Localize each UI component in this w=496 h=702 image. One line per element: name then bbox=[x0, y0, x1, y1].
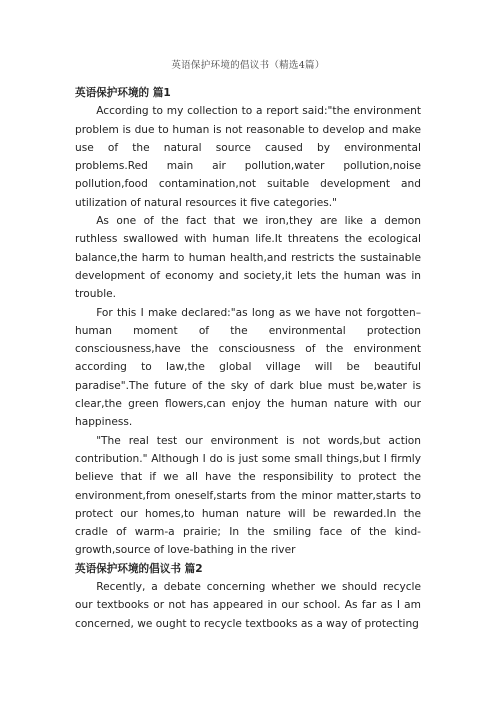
document-title: 英语保护环境的倡议书（精选4篇） bbox=[171, 60, 325, 71]
paragraph: As one of the fact that we iron,they are like a demon ruthless swallowed with human life.It threatens the ecological balance,the harm to human health,and restricts the sustainable development of economy and society,it lets the human was in trouble. bbox=[75, 215, 421, 301]
section-1 bbox=[75, 84, 421, 560]
paragraph: Recently, a debate concerning whether we should recycle our textbooks or not has appeared in our school. As far as I am concerned, we ought to recycle textbooks as a way of protecting bbox=[75, 581, 421, 630]
document-body bbox=[75, 84, 421, 633]
paragraph: For this I make declared:"as long as we have not forgotten– human moment of the environmental protection consciousness,have the consciousness of the environment according to law,the global village will be beautiful paradise".The future of the sky of dark blue must be,water is clear,the green flowers,can enjoy the human nature with our happiness. bbox=[75, 306, 421, 429]
section-heading: 英语保护环境的倡议书 篇2 bbox=[75, 562, 203, 575]
paragraph: "The real test our environment is not words,but action contribution." Although I do is just some small things,but I firmly believe that if we all have the responsibility to protect the environment,from oneself,starts from the minor matter,starts to protect our homes,to human nature will be rewarded.In the cradle of warm-a prairie; In the smiling face of the kind-growth,source of love-bathing in the river bbox=[75, 434, 421, 557]
section-heading: 英语保护环境的 篇1 bbox=[75, 87, 171, 99]
section-2 bbox=[75, 560, 421, 633]
paragraph: According to my collection to a report said:"the environment problem is due to human is not reasonable to develop and make use of the natural source caused by environmental problems.Red main air pollution,water pollution,noise pollution,food contamination,not suitable development and utilization of natural resources it five categories." bbox=[75, 105, 421, 209]
